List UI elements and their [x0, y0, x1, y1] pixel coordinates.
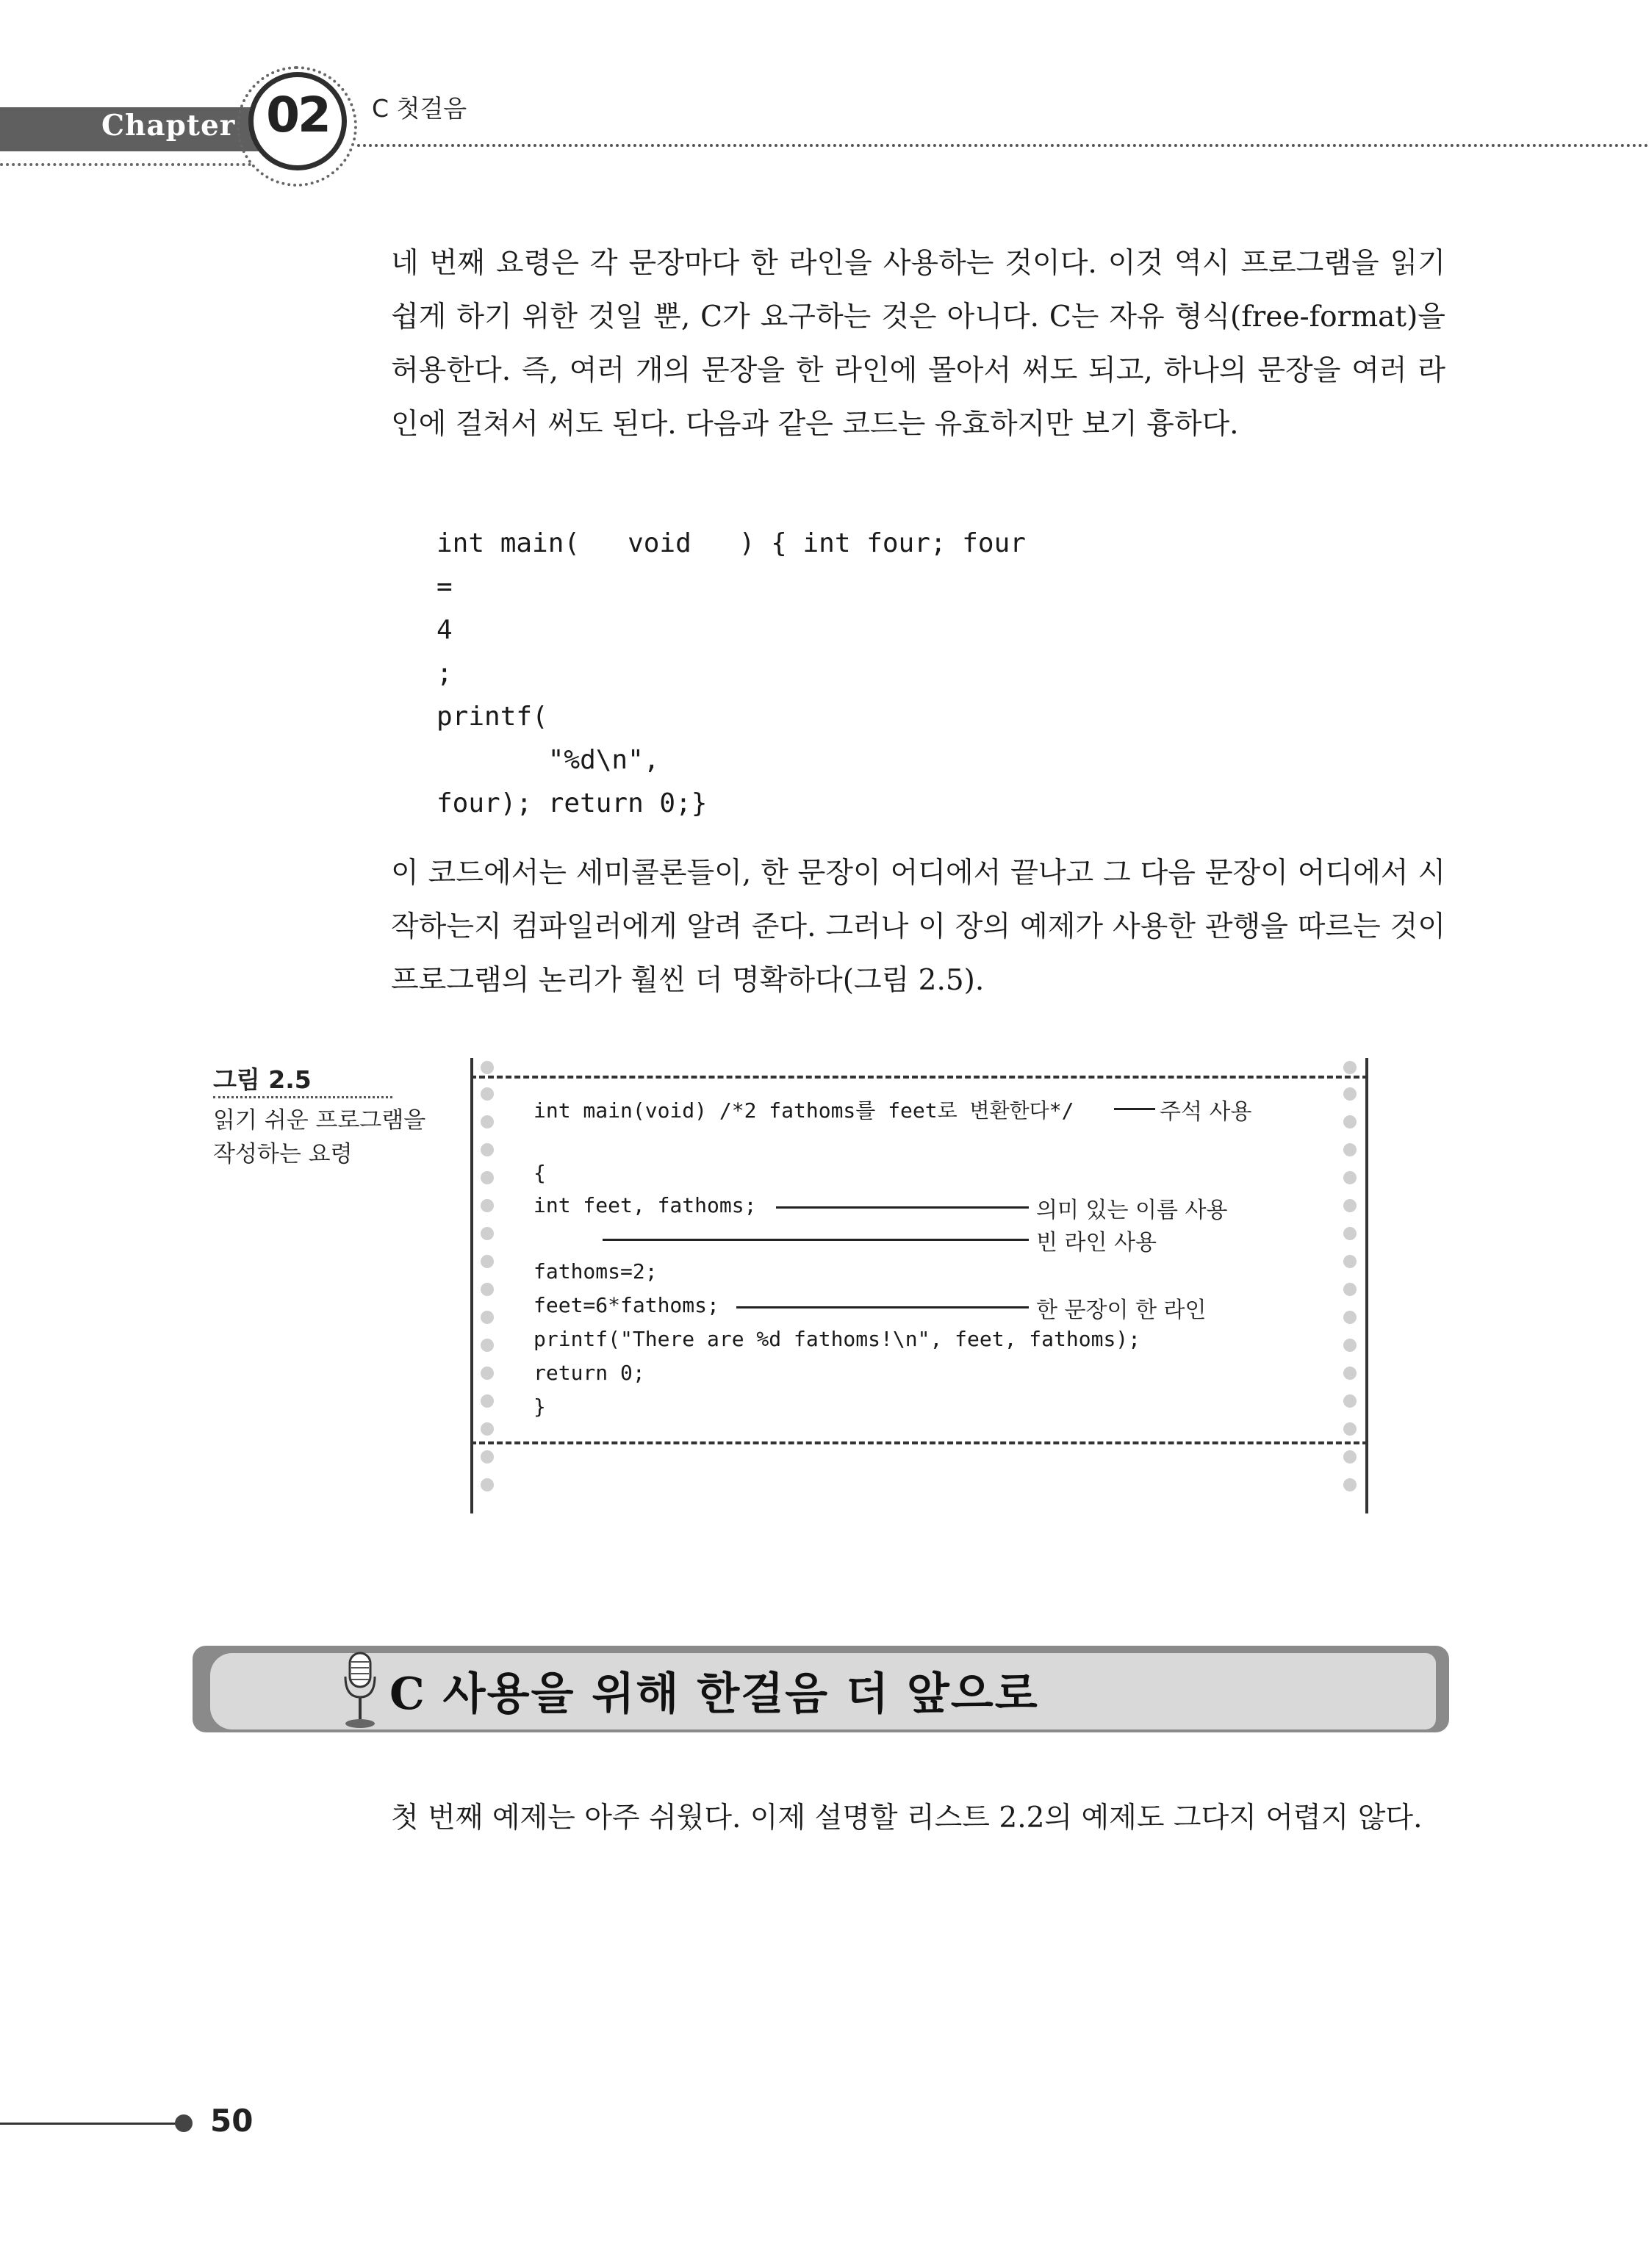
perforation-dot [481, 1339, 494, 1352]
perforation-dot [481, 1227, 494, 1240]
perforation-dot [481, 1115, 494, 1128]
perforation-dot [481, 1283, 494, 1296]
perforation-dot [1343, 1422, 1357, 1436]
leader-line-names [776, 1206, 1029, 1209]
figure-code-line: int feet, fathoms; [534, 1193, 757, 1217]
perforation-dot [481, 1311, 494, 1324]
code-line: "%d\n", [436, 745, 660, 775]
code-line: ; [436, 658, 453, 688]
section-title: C 사용을 위해 한걸음 더 앞으로 [389, 1668, 1039, 1720]
note-comment: 주석 사용 [1160, 1099, 1252, 1125]
figure-label: 그림 2.5 [213, 1065, 312, 1094]
figure-left-border [470, 1058, 473, 1513]
page-number: 50 [210, 2103, 254, 2139]
perforation-dot [1343, 1450, 1357, 1464]
leader-line-comment [1114, 1108, 1155, 1110]
perforation-dot [1343, 1339, 1357, 1352]
perforation-dot [1343, 1394, 1357, 1408]
perforation-dot [1343, 1227, 1357, 1240]
perforation-dot [1343, 1087, 1357, 1101]
note-blank-lines: 빈 라인 사용 [1036, 1230, 1157, 1256]
figure-right-border [1365, 1058, 1368, 1513]
figure-box [470, 1058, 1368, 1513]
perforation-dot [1343, 1255, 1357, 1268]
perforation-dot [481, 1255, 494, 1268]
perforation-dot [481, 1143, 494, 1156]
note-meaningful-names: 의미 있는 이름 사용 [1036, 1198, 1228, 1223]
code-line: four); return 0;} [436, 788, 708, 818]
figure-code-line: return 0; [534, 1361, 645, 1385]
perforation-dot [481, 1367, 494, 1380]
figure-code-line: int main(void) /*2 fathoms를 feet로 변환한다*/ [534, 1098, 1074, 1123]
code-line: int main( void ) { int four; four [436, 528, 1026, 558]
code-line: = [436, 572, 453, 602]
perforation-dot [481, 1394, 494, 1408]
perforation-dot [1343, 1199, 1357, 1212]
figure-caption: 읽기 쉬운 프로그램을 작성하는 요령 [213, 1107, 426, 1167]
perforation-dot [1343, 1061, 1357, 1074]
chapter-title: C 첫걸음 [372, 94, 467, 123]
microphone-icon [338, 1650, 382, 1731]
chapter-label: Chapter [101, 109, 236, 143]
perforation-dot [481, 1422, 494, 1436]
header-dotted-rule-left [0, 163, 251, 166]
figure-top-dash [470, 1076, 1368, 1079]
perforation-dot [481, 1171, 494, 1184]
figure-code-line: { [534, 1161, 546, 1185]
perforation-dot [1343, 1115, 1357, 1128]
perforation-dot [481, 1061, 494, 1074]
figure-label-rule [213, 1096, 392, 1098]
footer-bullet [175, 2114, 193, 2132]
paragraph-semicolons: 이 코드에서는 세미콜론들이, 한 문장이 어디에서 끝나고 그 다음 문장이 어디에서 시작하는지 컴파일러에게 알려 준다. 그러나 이 장의 예제가 사용한 관행을 따르는 것이 프로그램의 논리가 훨씬 더 명확하다(그림 2.5). [391, 857, 1445, 997]
footer-rule [0, 2123, 181, 2125]
perforation-dot [1343, 1171, 1357, 1184]
leader-line-blank [603, 1239, 1029, 1241]
perforation-dot [481, 1450, 494, 1464]
chapter-number: 02 [266, 87, 329, 143]
code-line: 4 [436, 615, 453, 645]
leader-line-one-statement [736, 1306, 1029, 1308]
figure-code-line: } [534, 1394, 546, 1419]
perforation-dot [1343, 1367, 1357, 1380]
figure-code-line: printf("There are %d fathoms!\n", feet, fathoms); [534, 1327, 1141, 1351]
perforation-dot [1343, 1283, 1357, 1296]
figure-bottom-dash [470, 1441, 1368, 1444]
figure-code-line: fathoms=2; [534, 1259, 658, 1284]
perforation-dot [1343, 1311, 1357, 1324]
paragraph-free-format: 네 번째 요령은 각 문장마다 한 라인을 사용하는 것이다. 이것 역시 프로그램을 읽기 쉽게 하기 위한 것일 뿐, C가 요구하는 것은 아니다. C는 자유 형식(free-format)을 허용한다. 즉, 여러 개의 문장을 한 라인에 몰아서 써도 되고, 하나의 문장을 여러 라인에 걸쳐서 써도 된다. 다음과 같은 코드는 유효하지만 보기 흉하다. [391, 247, 1445, 441]
code-line: printf( [436, 702, 548, 732]
perforation-dot [481, 1199, 494, 1212]
perforation-dot [1343, 1143, 1357, 1156]
perforation-dot [481, 1478, 494, 1491]
note-one-statement-per-line: 한 문장이 한 라인 [1036, 1297, 1207, 1323]
perforation-dot [481, 1087, 494, 1101]
paragraph-next-example: 첫 번째 예제는 아주 쉬웠다. 이제 설명할 리스트 2.2의 예제도 그다지 어렵지 않다. [391, 1801, 1423, 1835]
perforation-dot [1343, 1478, 1357, 1491]
figure-code-line: feet=6*fathoms; [534, 1293, 719, 1317]
header-dotted-rule [357, 144, 1649, 147]
